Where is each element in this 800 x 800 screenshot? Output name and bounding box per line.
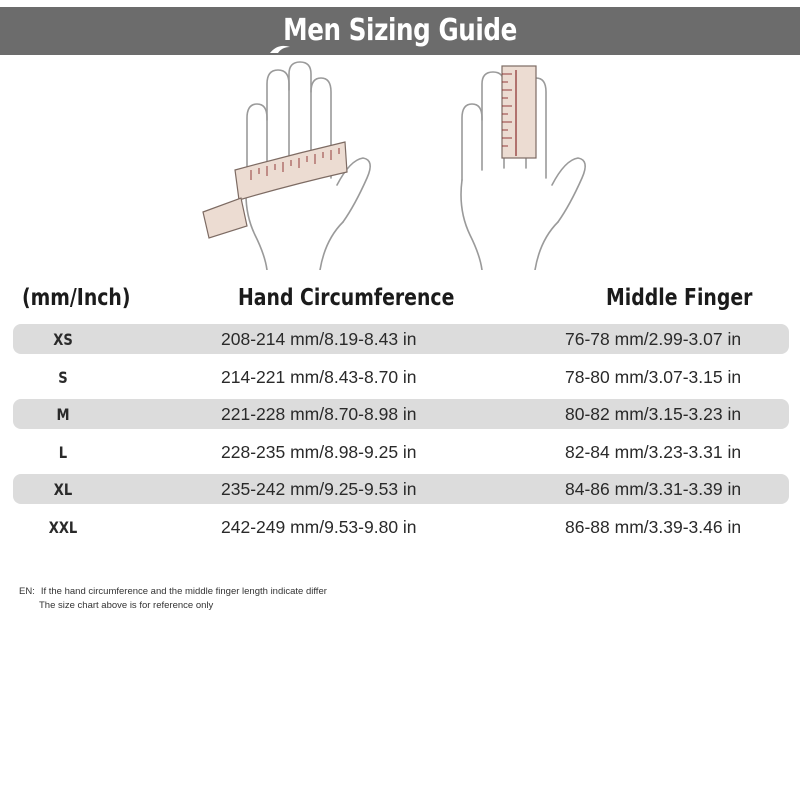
- note-line-1: If the hand circumference and the middle finger length indicate differ: [40, 586, 327, 597]
- unit-header: (mm/Inch): [22, 285, 131, 311]
- middle-finger-value: 80-82 mm/3.15-3.23 in: [565, 404, 742, 424]
- table-header: [0, 285, 800, 317]
- table-row: [13, 512, 789, 542]
- measuring-tape-icon: [203, 142, 347, 238]
- size-table: [13, 324, 789, 549]
- size-label: XS: [53, 330, 73, 349]
- hand-circumference-header: Hand Circumference: [238, 285, 455, 311]
- middle-finger-illustration: [450, 60, 610, 270]
- size-label: M: [56, 405, 70, 424]
- middle-finger-value: 84-86 mm/3.31-3.39 in: [565, 479, 742, 499]
- hand-circumference-illustration: [195, 60, 390, 270]
- title-banner: [0, 7, 800, 55]
- middle-finger-value: 78-80 mm/3.07-3.15 in: [565, 366, 742, 387]
- table-row: [13, 362, 789, 392]
- size-label: S: [58, 367, 68, 387]
- footnote: [19, 585, 327, 613]
- hand-circumference-value: 221-228 mm/8.70-8.98 in: [221, 404, 417, 424]
- hand-circumference-value: 235-242 mm/9.25-9.53 in: [221, 479, 417, 499]
- hand-circumference-value: 242-249 mm/9.53-9.80 in: [221, 516, 417, 537]
- middle-finger-value: 86-88 mm/3.39-3.46 in: [565, 516, 742, 537]
- table-row: [13, 324, 789, 354]
- table-row: [13, 437, 789, 467]
- table-row: [13, 399, 789, 429]
- size-label: L: [58, 442, 68, 462]
- page-title: Men Sizing Guide: [283, 13, 517, 48]
- note-line-2: The size chart above is for reference only: [39, 600, 214, 611]
- note-language-prefix: EN:: [19, 586, 35, 597]
- middle-finger-header: Middle Finger: [606, 285, 753, 311]
- hand-circumference-value: 214-221 mm/8.43-8.70 in: [221, 366, 417, 387]
- middle-finger-value: 82-84 mm/3.23-3.31 in: [565, 441, 742, 462]
- hand-circumference-value: 208-214 mm/8.19-8.43 in: [221, 329, 417, 349]
- ruler-icon: [502, 66, 536, 158]
- size-label: XXL: [48, 517, 78, 537]
- size-label: XL: [53, 480, 73, 499]
- table-row: [13, 474, 789, 504]
- hand-circumference-value: 228-235 mm/8.98-9.25 in: [221, 441, 417, 462]
- middle-finger-value: 76-78 mm/2.99-3.07 in: [565, 329, 742, 349]
